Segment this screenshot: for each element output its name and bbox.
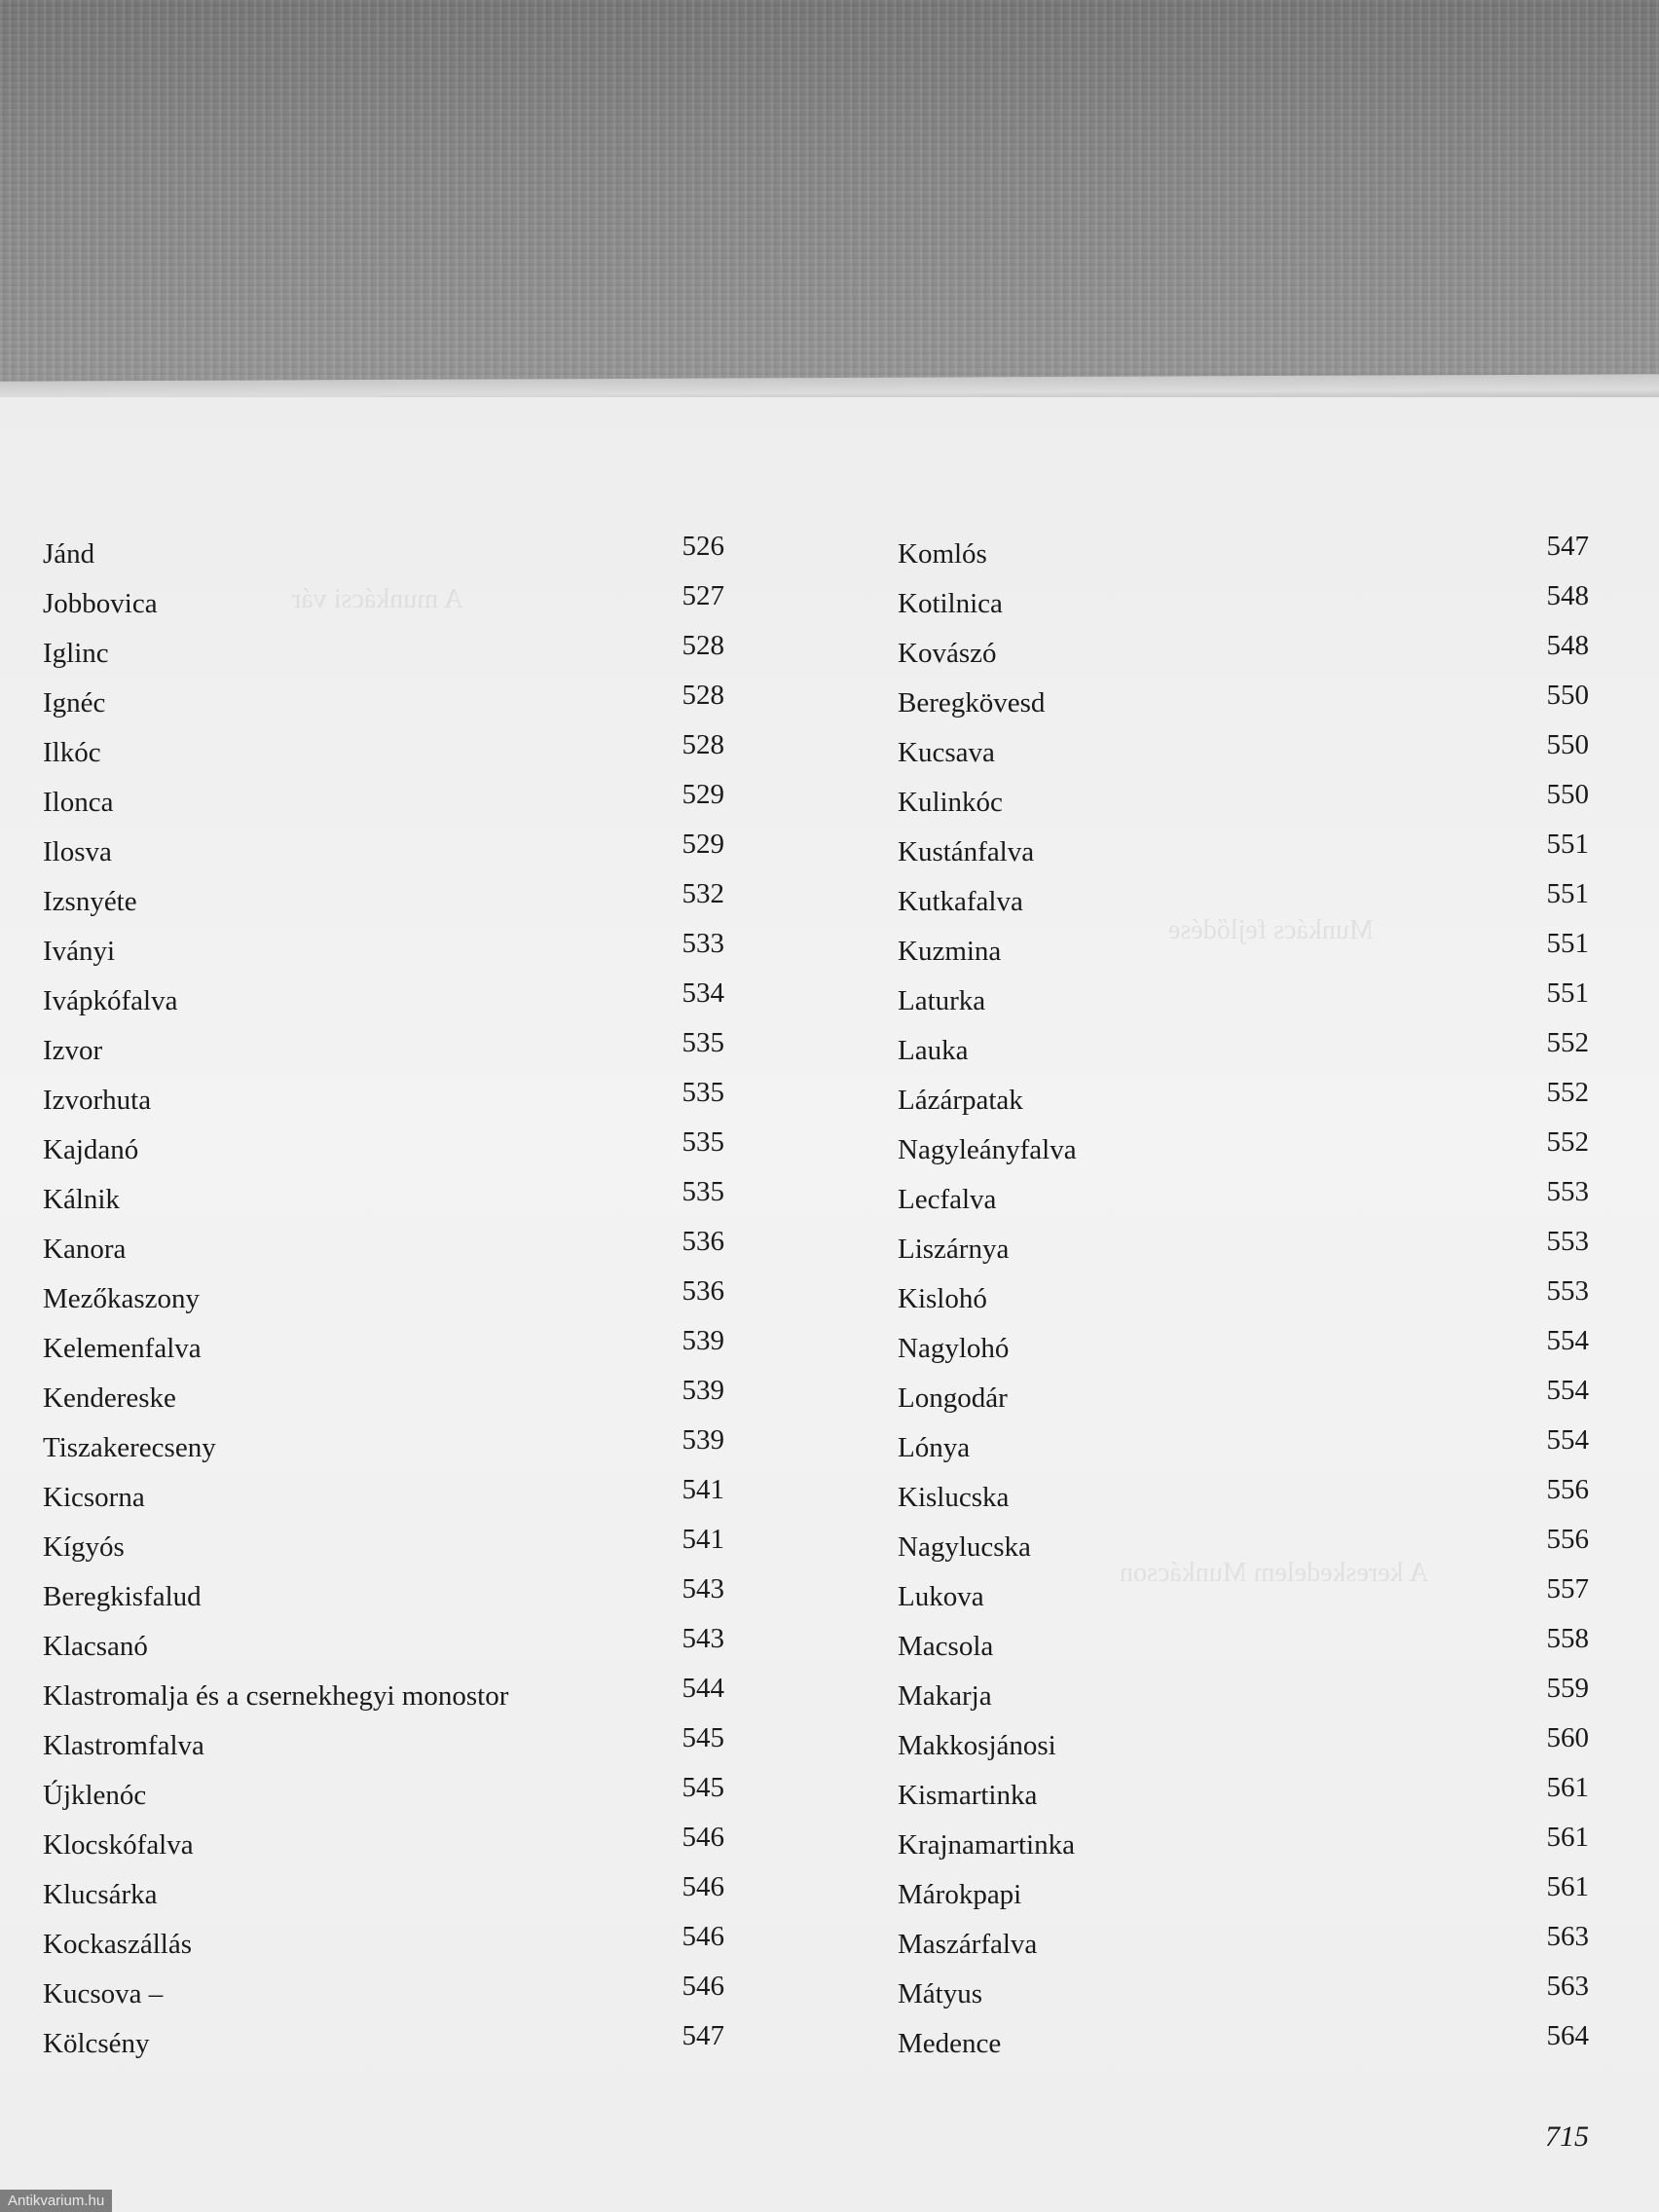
index-entry — [898, 1921, 1589, 1971]
index-entry-page: 563 — [1546, 1921, 1589, 1952]
index-entry-page: 550 — [1546, 680, 1589, 711]
index-entry-name: Kicsorna — [43, 1482, 145, 1513]
index-entry-name: Medence — [898, 2028, 1002, 2059]
index-entry-page: 548 — [1546, 630, 1589, 661]
index-entry-name: Kelemenfalva — [43, 1333, 202, 1364]
index-entry-name: Kendereske — [43, 1382, 176, 1414]
index-entry-name: Kutkafalva — [898, 886, 1023, 917]
index-entry-page: 561 — [1546, 1822, 1589, 1853]
index-entry-name: Nagylohó — [898, 1333, 1010, 1364]
index-entry-name: Jánd — [43, 538, 95, 570]
index-entry-page: 551 — [1546, 878, 1589, 909]
index-entry — [43, 1126, 724, 1176]
index-entry-page: 539 — [682, 1424, 724, 1456]
index-entry-name: Krajnamartinka — [898, 1829, 1075, 1861]
index-entry-name: Kotilnica — [898, 588, 1003, 619]
index-entry-name: Kucsova – — [43, 1978, 164, 2009]
index-entry — [898, 630, 1589, 680]
index-entry — [898, 1822, 1589, 1871]
index-entry-name: Kislucska — [898, 1482, 1010, 1513]
index-entry-name: Kajdanó — [43, 1134, 139, 1165]
wooden-table-background — [0, 0, 1659, 409]
index-entry-page: 541 — [682, 1474, 724, 1505]
index-entry-page: 544 — [682, 1673, 724, 1704]
index-entry — [898, 1573, 1589, 1623]
index-entry-page: 536 — [682, 1226, 724, 1257]
index-entry — [43, 1424, 724, 1474]
index-entry-name: Mátyus — [898, 1978, 982, 2009]
index-entry — [43, 729, 724, 779]
index-entry — [898, 729, 1589, 779]
index-entry-page: 543 — [682, 1623, 724, 1654]
index-entry-page: 556 — [1546, 1524, 1589, 1555]
index-entry-name: Macsola — [898, 1631, 994, 1662]
index-entry — [898, 1623, 1589, 1673]
index-entry-page: 535 — [682, 1126, 724, 1158]
index-entry — [898, 1524, 1589, 1573]
index-entry-name: Iványi — [43, 936, 116, 967]
index-entry-page: 536 — [682, 1275, 724, 1307]
index-entry — [898, 1027, 1589, 1077]
index-entry-page: 550 — [1546, 729, 1589, 760]
index-entry-page: 527 — [682, 580, 724, 611]
index-entry — [898, 1325, 1589, 1375]
index-entry-name: Kígyós — [43, 1531, 125, 1563]
page-number: 715 — [1545, 2120, 1589, 2153]
index-entry-page: 552 — [1546, 1126, 1589, 1158]
index-entry — [898, 1971, 1589, 2020]
index-entry-name: Longodár — [898, 1382, 1008, 1414]
index-entry — [43, 1027, 724, 1077]
index-entry-name: Izsnyéte — [43, 886, 137, 917]
index-entry — [898, 1226, 1589, 1275]
index-entry-name: Kuzmina — [898, 936, 1002, 967]
index-entry — [43, 977, 724, 1027]
index-entry-name: Kustánfalva — [898, 836, 1035, 867]
index-entry-name: Beregkövesd — [898, 687, 1046, 719]
index-entry — [898, 1474, 1589, 1524]
index-entry-page: 539 — [682, 1325, 724, 1356]
index-entry-page: 556 — [1546, 1474, 1589, 1505]
index-entry — [43, 1573, 724, 1623]
index-entry — [43, 928, 724, 977]
index-entry-page: 557 — [1546, 1573, 1589, 1604]
index-entry-page: 563 — [1546, 1971, 1589, 2002]
index-entry-name: Klocskófalva — [43, 1829, 194, 1861]
index-entry — [43, 1921, 724, 1971]
index-entry-page: 551 — [1546, 928, 1589, 959]
index-entry — [898, 1375, 1589, 1424]
index-entry-page: 551 — [1546, 829, 1589, 860]
index-entry-name: Mezőkaszony — [43, 1283, 201, 1314]
index-entry-name: Lecfalva — [898, 1184, 997, 1215]
index-entry-page: 564 — [1546, 2020, 1589, 2051]
index-entry-name: Klacsanó — [43, 1631, 148, 1662]
index-entry — [898, 1673, 1589, 1722]
index-entry-page: 541 — [682, 1524, 724, 1555]
show-through-text: A munkácsi vár — [292, 584, 463, 614]
index-entry-name: Kölcsény — [43, 2028, 150, 2059]
index-entry-name: Laturka — [898, 985, 986, 1016]
index-entry-page: 545 — [682, 1772, 724, 1803]
index-entry-name: Beregkisfalud — [43, 1581, 202, 1612]
index-entry — [898, 1126, 1589, 1176]
index-entry-name: Makarja — [898, 1680, 992, 1712]
index-entry-name: Klucsárka — [43, 1879, 158, 1910]
show-through-text: Munkács fejlődése — [1168, 915, 1374, 945]
index-entry-page: 539 — [682, 1375, 724, 1406]
index-entry-name: Lónya — [898, 1432, 971, 1463]
index-entry-page: 553 — [1546, 1176, 1589, 1207]
index-entry — [43, 1524, 724, 1573]
index-entry-name: Kismartinka — [898, 1780, 1038, 1811]
index-entry-name: Klastromfalva — [43, 1730, 204, 1761]
index-entry-name: Maszárfalva — [898, 1929, 1038, 1960]
index-entry — [898, 1871, 1589, 1921]
index-entry-page: 547 — [682, 2020, 724, 2051]
index-entry-page: 532 — [682, 878, 724, 909]
index-entry-name: Újklenóc — [43, 1780, 147, 1811]
index-entry-name: Kucsava — [898, 737, 995, 768]
index-entry — [898, 1176, 1589, 1226]
index-entry — [43, 630, 724, 680]
index-entry-name: Klastromalja és a csernekhegyi monostor — [43, 1680, 509, 1712]
index-entry — [43, 1673, 724, 1722]
index-entry-name: Izvor — [43, 1035, 103, 1066]
index-entry-page: 561 — [1546, 1772, 1589, 1803]
index-entry — [43, 1325, 724, 1375]
index-entry — [898, 1077, 1589, 1126]
index-entry-page: 552 — [1546, 1077, 1589, 1108]
index-entry-page: 554 — [1546, 1424, 1589, 1456]
index-column-right — [898, 531, 1589, 2070]
index-entry — [898, 878, 1589, 928]
index-entry — [43, 1226, 724, 1275]
index-entry-name: Ignéc — [43, 687, 106, 719]
index-entry — [43, 2020, 724, 2070]
index-column-left — [43, 531, 724, 2070]
index-entry-name: Nagyleányfalva — [898, 1134, 1077, 1165]
index-entry-page: 543 — [682, 1573, 724, 1604]
index-entry — [898, 2020, 1589, 2070]
index-entry — [43, 829, 724, 878]
index-entry-page: 558 — [1546, 1623, 1589, 1654]
index-entry-page: 561 — [1546, 1871, 1589, 1902]
index-entry-name: Ilosva — [43, 836, 112, 867]
index-entry-page: 547 — [1546, 531, 1589, 562]
index-entry-name: Kálnik — [43, 1184, 120, 1215]
index-entry — [898, 1275, 1589, 1325]
index-entry-name: Komlós — [898, 538, 987, 570]
index-entry-page: 551 — [1546, 977, 1589, 1009]
index-entry — [43, 531, 724, 580]
index-entry — [43, 1971, 724, 2020]
index-entry-name: Kanora — [43, 1234, 127, 1265]
index-entry-name: Nagylucska — [898, 1531, 1031, 1563]
index-entry-page: 550 — [1546, 779, 1589, 810]
index-entry — [43, 1275, 724, 1325]
index-entry — [898, 1722, 1589, 1772]
show-through-text: A kereskedelem Munkácson — [1120, 1558, 1429, 1588]
index-entry — [43, 1474, 724, 1524]
index-entry-page: 553 — [1546, 1275, 1589, 1307]
index-entry — [898, 779, 1589, 829]
index-entry-page: 529 — [682, 829, 724, 860]
index-entry-page: 534 — [682, 977, 724, 1009]
index-entry — [898, 1424, 1589, 1474]
index-entry-name: Izvorhuta — [43, 1085, 152, 1116]
index-entry-name: Kovászó — [898, 638, 997, 669]
index-entry-name: Tiszakerecseny — [43, 1432, 216, 1463]
index-entry — [43, 680, 724, 729]
index-entry-page: 533 — [682, 928, 724, 959]
index-entry-name: Kockaszállás — [43, 1929, 192, 1960]
index-entry-page: 546 — [682, 1871, 724, 1902]
index-entry-name: Iglinc — [43, 638, 109, 669]
index-entry-name: Márokpapi — [898, 1879, 1022, 1910]
index-entry — [43, 779, 724, 829]
index-entry-page: 554 — [1546, 1325, 1589, 1356]
index-entry-name: Jobbovica — [43, 588, 158, 619]
index-entry-page: 552 — [1546, 1027, 1589, 1058]
index-entry-page: 529 — [682, 779, 724, 810]
index-entry — [898, 531, 1589, 580]
index-entry — [898, 580, 1589, 630]
index-entry-page: 560 — [1546, 1722, 1589, 1753]
index-entry — [43, 1822, 724, 1871]
index-entry-name: Ilonca — [43, 787, 114, 818]
index-entry-name: Kulinkóc — [898, 787, 1003, 818]
index-entry — [43, 1176, 724, 1226]
index-entry — [43, 1722, 724, 1772]
index-entry-page: 546 — [682, 1971, 724, 2002]
index-entry-page: 553 — [1546, 1226, 1589, 1257]
index-entry — [43, 1077, 724, 1126]
index-entry-page: 545 — [682, 1722, 724, 1753]
index-entry-page: 526 — [682, 531, 724, 562]
index-entry-name: Kislohó — [898, 1283, 987, 1314]
index-entry-name: Lauka — [898, 1035, 969, 1066]
index-entry — [898, 928, 1589, 977]
index-entry-page: 548 — [1546, 580, 1589, 611]
index-entry — [43, 1375, 724, 1424]
index-entry-name: Ivápkófalva — [43, 985, 178, 1016]
index-entry-name: Lázárpatak — [898, 1085, 1023, 1116]
index-entry-page: 535 — [682, 1077, 724, 1108]
index-entry-page: 528 — [682, 630, 724, 661]
index-entry-page: 559 — [1546, 1673, 1589, 1704]
index-entry — [898, 829, 1589, 878]
index-entry-page: 528 — [682, 680, 724, 711]
index-entry — [898, 1772, 1589, 1822]
index-entry-page: 528 — [682, 729, 724, 760]
index-entry — [43, 878, 724, 928]
index-entry-name: Ilkóc — [43, 737, 101, 768]
index-entry-name: Lukova — [898, 1581, 984, 1612]
index-entry-name: Makkosjánosi — [898, 1730, 1056, 1761]
index-entry — [898, 680, 1589, 729]
index-entry — [43, 1623, 724, 1673]
index-entry — [43, 1871, 724, 1921]
index-entry-page: 554 — [1546, 1375, 1589, 1406]
index-entry-page: 535 — [682, 1176, 724, 1207]
index-entry-page: 546 — [682, 1822, 724, 1853]
index-entry — [898, 977, 1589, 1027]
index-entry-name: Liszárnya — [898, 1234, 1010, 1265]
index-entry — [43, 1772, 724, 1822]
index-entry-page: 535 — [682, 1027, 724, 1058]
index-entry-page: 546 — [682, 1921, 724, 1952]
index-entry — [43, 580, 724, 630]
watermark-logo: Antikvarium.hu — [0, 2190, 112, 2212]
